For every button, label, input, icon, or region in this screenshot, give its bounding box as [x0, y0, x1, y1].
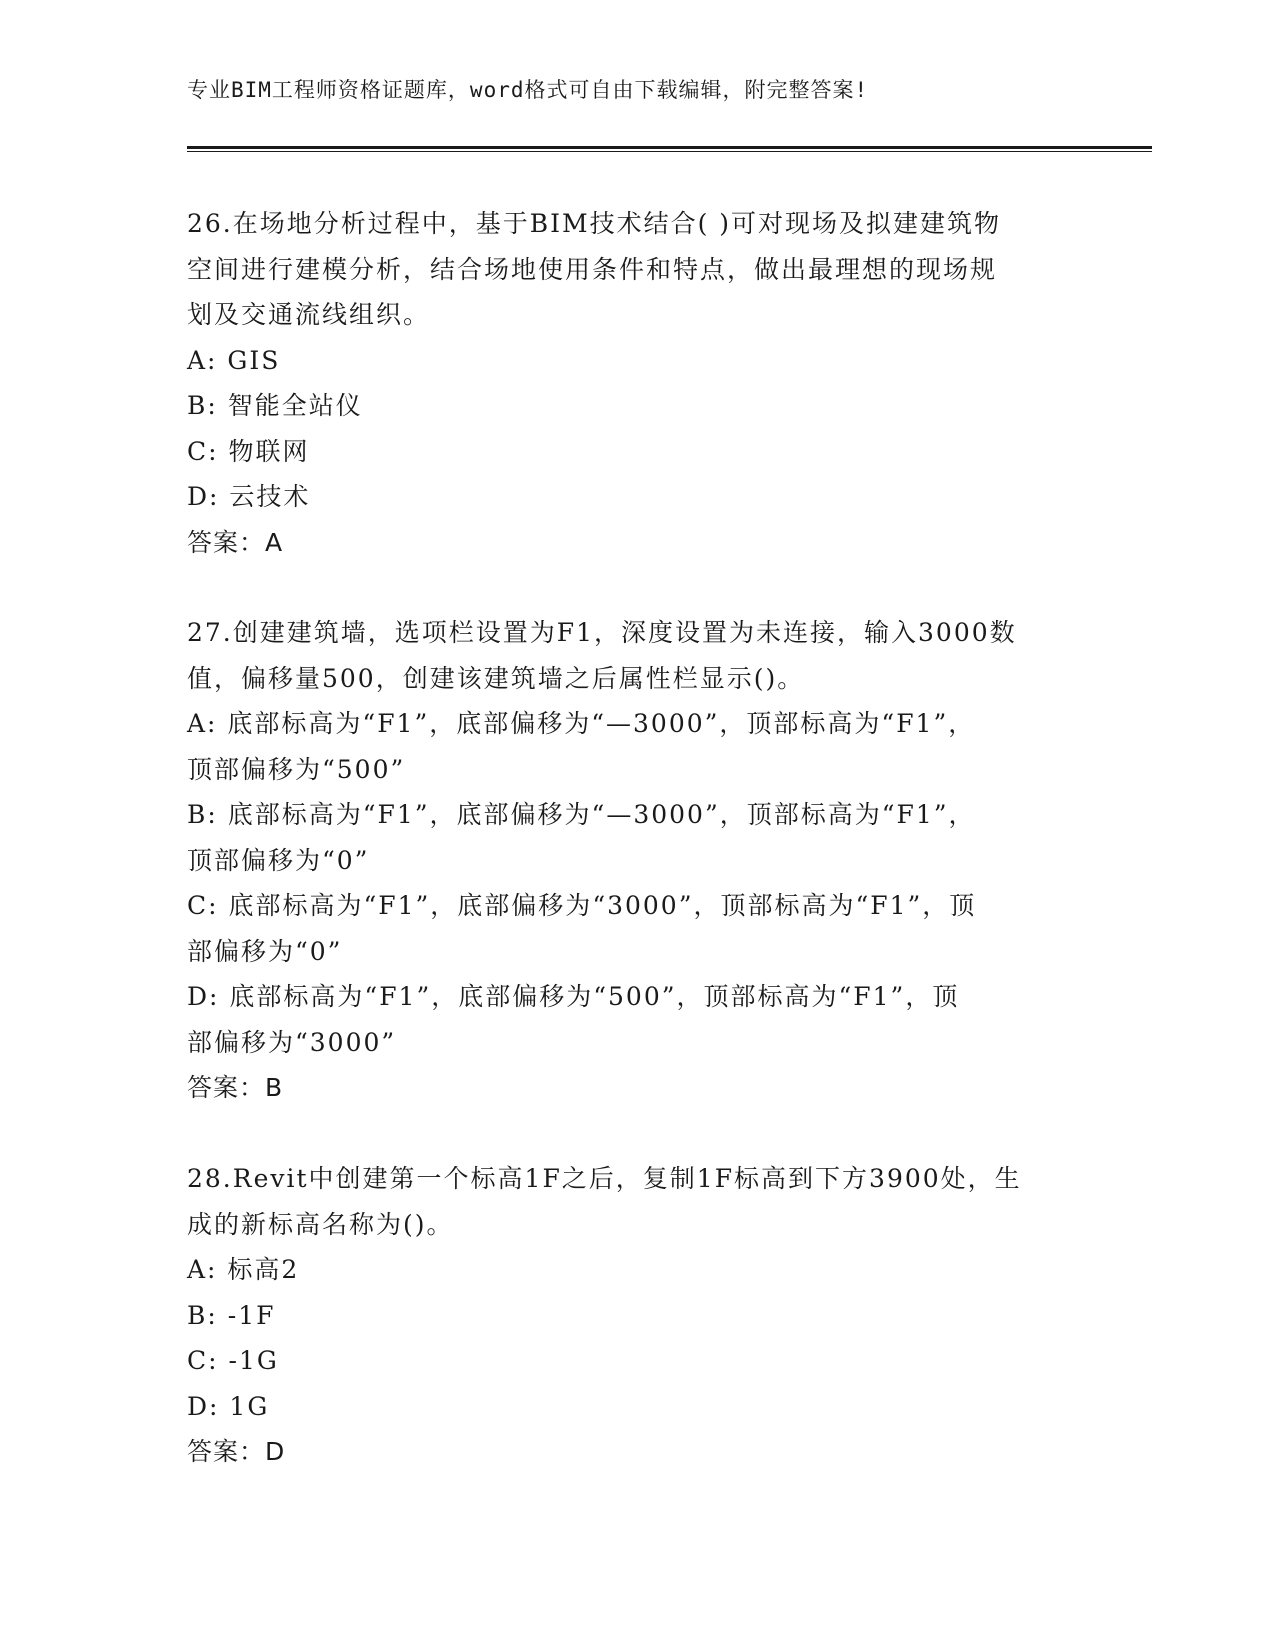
option-d: D: 底部标高为“F1”，底部偏移为“500”，顶部标高为“F1”，顶	[187, 982, 960, 1011]
option-a: A: 底部标高为“F1”，底部偏移为“—3000”，顶部标高为“F1”，	[187, 709, 976, 738]
option-b-continued: 顶部偏移为“0”	[187, 845, 370, 875]
question-stem-line: 空间进行建模分析，结合场地使用条件和特点，做出最理想的现场规	[187, 254, 998, 284]
option-c: C: 物联网	[187, 436, 310, 466]
question-stem-line: 26.在场地分析过程中，基于BIM技术结合( )可对现场及拟建建筑物	[187, 209, 1002, 238]
answer-label: 答案：B	[187, 1073, 284, 1102]
answer-label: 答案：D	[187, 1437, 286, 1466]
question-stem-line: 值，偏移量500，创建该建筑墙之后属性栏显示()。	[187, 663, 805, 693]
question-27	[187, 610, 1092, 1111]
question-stem-line: 成的新标高名称为()。	[187, 1209, 454, 1239]
option-b: B: 智能全站仪	[187, 391, 363, 420]
question-stem-line: 27.创建建筑墙，选项栏设置为F1，深度设置为未连接，输入3000数	[187, 618, 1017, 647]
question-stem-line: 28.Revit中创建第一个标高1F之后，复制1F标高到下方3900处，生	[187, 1164, 1022, 1193]
option-a-continued: 顶部偏移为“500”	[187, 754, 406, 784]
option-c: C: 底部标高为“F1”，底部偏移为“3000”，顶部标高为“F1”，顶	[187, 891, 977, 920]
question-stem-line: 划及交通流线组织。	[187, 300, 431, 329]
option-a: A: GIS	[187, 345, 281, 375]
option-d: D: 云技术	[187, 482, 311, 511]
answer-label: 答案：A	[187, 527, 284, 557]
header-rule-thin	[187, 151, 1152, 152]
option-b: B: 底部标高为“F1”，底部偏移为“—3000”，顶部标高为“F1”，	[187, 800, 976, 829]
option-c-continued: 部偏移为“0”	[187, 936, 343, 966]
option-c: C: -1G	[187, 1346, 279, 1375]
header-rule-thick	[187, 146, 1152, 149]
option-b: B: -1F	[187, 1300, 276, 1330]
question-26	[187, 201, 1092, 565]
page-header: 专业BIM工程师资格证题库，word格式可自由下载编辑，附完整答案!	[187, 78, 869, 102]
option-d: D: 1G	[187, 1391, 270, 1421]
option-a: A: 标高2	[187, 1255, 300, 1284]
question-28	[187, 1156, 1092, 1475]
option-d-continued: 部偏移为“3000”	[187, 1027, 397, 1057]
